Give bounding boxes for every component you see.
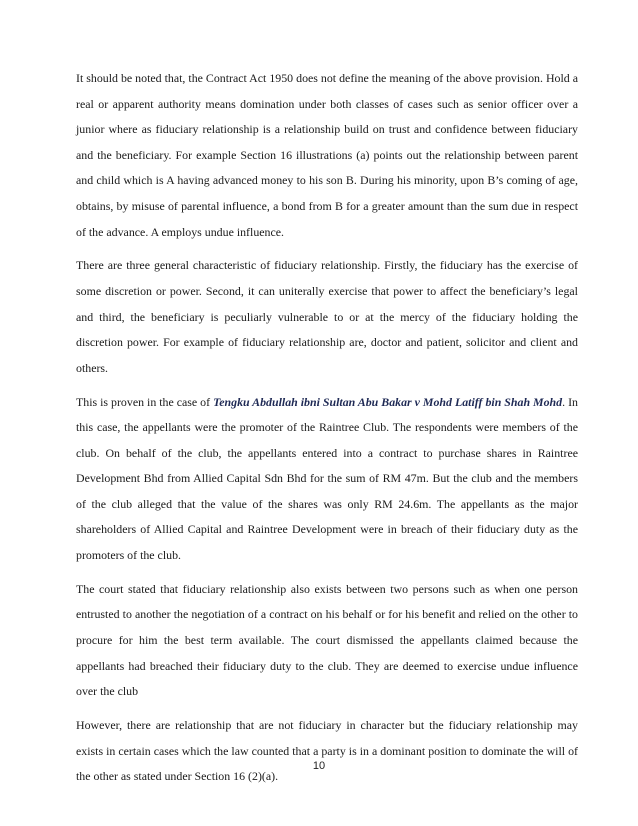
paragraph-dominant-position: However, there are relationship that are not fiduciary in character but the fiduciary relationship may exists in certain cases which the law counted that a party is in a dominant position to dominate the will of the other as stated under Section 16 (2)(a). [76,718,578,784]
case-intro-text: This is proven in the case of [76,394,214,409]
case-name: Tengku Abdullah ibni Sultan Abu Bakar v Mohd Latiff bin Shah Mohd [213,394,563,409]
paragraph-case-example [76,390,578,569]
case-details-text: . In this case, the appellants were the promoter of the Raintree Club. The respondents were members of the club. On behalf of the club, the appellants entered into a contract to purchase shares in Raintree Development Bhd from Allied Capital Sdn Bhd for the sum of RM 47m. But the club and the members of the club alleged that the value of the shares was only RM 24.6m. The appellants as the major shareholders of Allied Capital and Raintree Development were in breach of their fiduciary duty as the promoters of the club. [76,394,578,563]
paragraph-court-decision: The court stated that fiduciary relationship also exists between two persons such as when one person entrusted to another the negotiation of a contract on his behalf or for his benefit and relied on the other to procure for him the best term available. The court dismissed the appellants claimed because the appellants had breached their fiduciary duty to the club. They are deemed to exercise undue influence over the club [76,581,578,699]
paragraph-fiduciary-characteristics: There are three general characteristic of fiduciary relationship. Firstly, the fiduciary has the exercise of some discretion or power. Second, it can uniterally exercise that power to affect the beneficiary’s legal and third, the beneficiary is peculiarly vulnerable to or at the mercy of the fiduciary holding the discretion power. For example of fiduciary relationship are, doctor and patient, solicitor and client and others. [76,258,578,375]
page-number: 10 [312,760,326,772]
paragraph-contract-act: It should be noted that, the Contract Act 1950 does not define the meaning of the above provision. Hold a real or apparent authority means domination under both classes of cases such as senior officer over a junior where as fiduciary relationship is a relationship build on trust and confidence between fiduciary and the beneficiary. For example Section 16 illustrations (a) points out the relationship between parent and child which is A having advanced money to his son B. During his minority, upon B’s coming of age, obtains, by misuse of parental influence, a bond from B for a greater amount than the sum due in respect of the advance. A employs undue influence. [76,71,578,239]
